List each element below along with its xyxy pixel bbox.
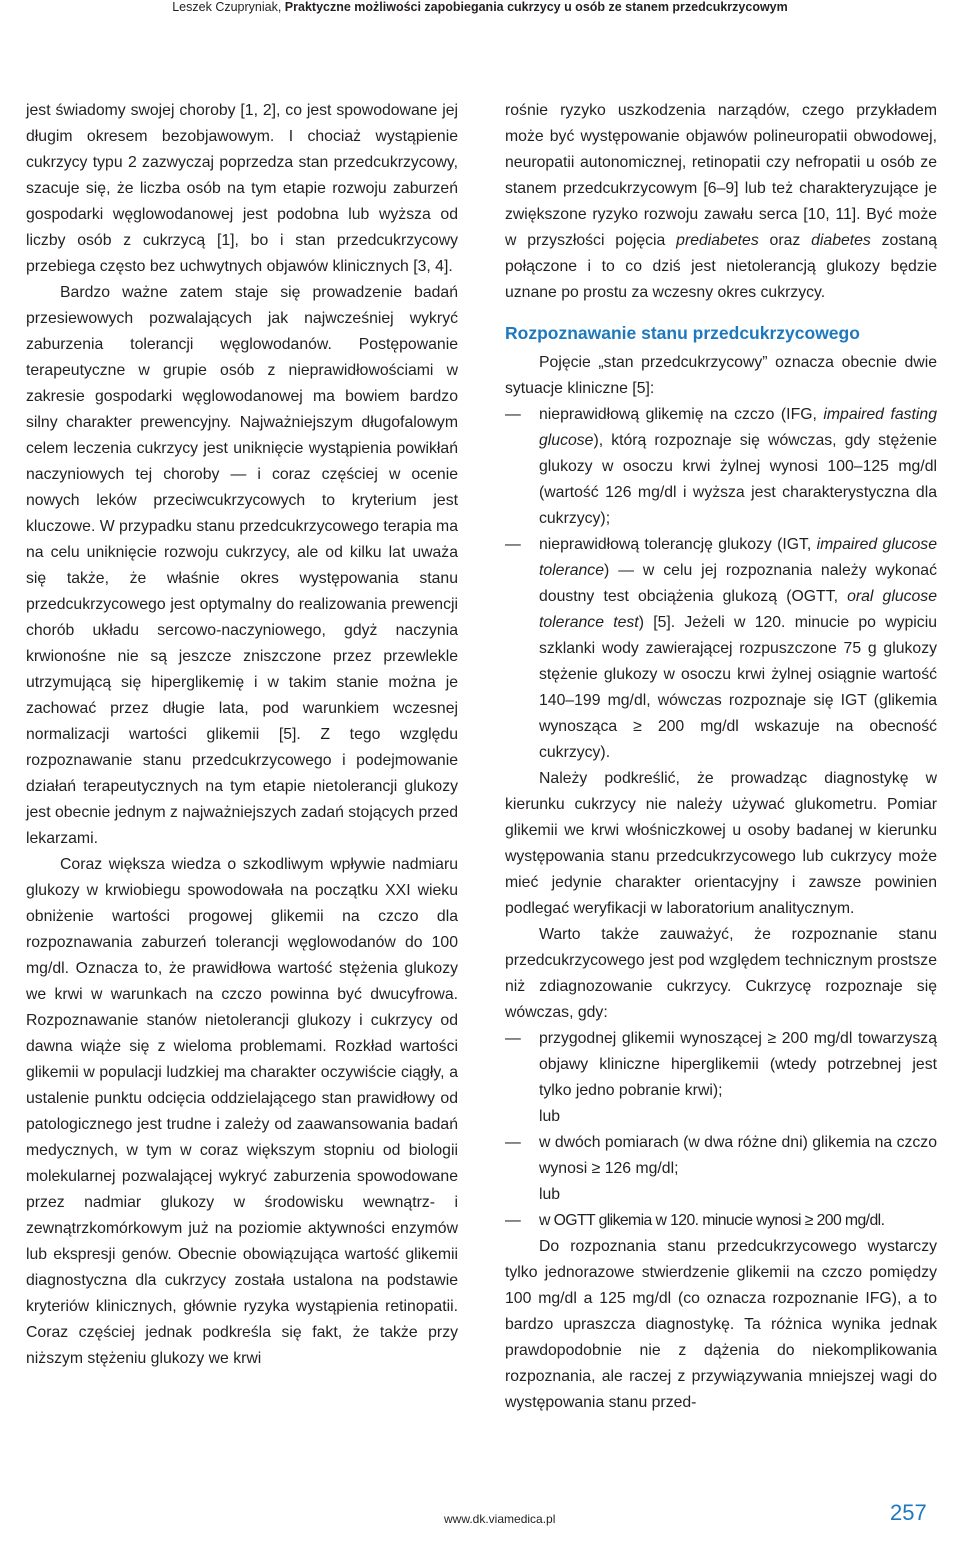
- prediabetes-criteria-list: [505, 402, 937, 766]
- header-title: Praktyczne możliwości zapobiegania cukrzycy u osób ze stanem przedcukrzycowym: [284, 0, 788, 14]
- dash-bullet: —: [505, 1212, 521, 1229]
- right-paragraph-1: [505, 98, 937, 306]
- right-paragraph-2: Pojęcie „stan przedcukrzycowy” oznacza obecnie dwie sytuacje kliniczne [5]:: [505, 354, 937, 397]
- text-run: ) [5]. Jeżeli w 120. minucie po wypiciu szklanki wody zawierającej rozpuszczone 75 g glukozy stężenie glukozy w osoczu krwi żylnej osiągnie wartość 140–199 mg/dl, wówczas rozpoznaje się IGT (glikemia wynosząca ≥ 200 mg/dl wskazuje na obecność cukrzycy).: [539, 614, 937, 761]
- text-run: w OGTT glikemia w 120. minucie wynosi ≥ 200 mg/dl.: [539, 1212, 885, 1229]
- right-column: [505, 98, 937, 1416]
- right-paragraph-4: Warto także zauważyć, że rozpoznanie stanu przedcukrzycowego jest pod względem technicznym prostsze niż zdiagnozowanie cukrzycy. Cukrzycę rozpoznaje się wówczas, gdy:: [505, 926, 937, 1021]
- text-run: w dwóch pomiarach (w dwa różne dni) glikemia na czczo wynosi ≥ 126 mg/dl;: [539, 1134, 937, 1177]
- term-diabetes: diabetes: [811, 232, 871, 249]
- list-item: [505, 1130, 937, 1182]
- section-heading: Rozpoznawanie stanu przedcukrzycowego: [505, 323, 860, 343]
- term-igt: impaired glucose tolerance: [539, 536, 937, 579]
- left-paragraph-3: Coraz większa wiedza o szkodliwym wpływie nadmiaru glukozy w krwiobiegu spowodowała na początku XXI wieku obniżenie wartości progowej glikemii na czczo dla rozpoznawania zaburzeń tolerancji węglowodanów do 100 mg/dl. Oznacza to, że prawidłowa wartość stężenia glukozy we krwi w warunkach na czczo powinna być dwucyfrowa. Rozpoznawanie stanów nietolerancji glukozy i cukrzycy od dawna wiąże się z wieloma problemami. Rozkład wartości glikemii w populacji ludzkiej ma charakter oczywiście ciągły, a ustalenie punktu odcięcia oddzielającego stan prawidłowy od patologicznego jest trudne i zależy od zaawansowania badań medycznych, w tym w coraz większym stopniu od biologii molekularnej pozwalającej wykryć zaburzenia spowodowane przez nadmiar glukozy w środowisku wewnątrz- i zewnątrzkomórkowym już na poziomie aktywności enzymów lub ekspresji genów. Obecnie obowiązująca wartość glikemii diagnostyczna dla cukrzycy została ustalona na podstawie kryteriów klinicznych, głównie ryzyka wystąpienia retinopatii. Coraz częściej jednak podkreśla się fakt, że także przy niższym stężeniu glukozy we krwi: [26, 856, 458, 1367]
- text-run: nieprawidłową glikemię na czczo (IFG,: [539, 406, 824, 423]
- text-run: zostaną połączone i to co dziś jest nietolerancją glukozy będzie uznane po prostu za wczesny okres cukrzycy.: [505, 232, 937, 301]
- running-header: [0, 0, 960, 20]
- footer-url[interactable]: www.dk.viamedica.pl: [444, 1512, 556, 1526]
- left-column: [26, 98, 458, 1372]
- term-ogtt: oral glucose tolerance test: [539, 588, 937, 631]
- text-run: oraz: [758, 232, 812, 249]
- text-run: nieprawidłową tolerancję glukozy (IGT,: [539, 536, 817, 553]
- dash-bullet: —: [505, 406, 521, 423]
- left-paragraph-2: Bardzo ważne zatem staje się prowadzenie badań przesiewowych pozwalających jak najwcześniej wykryć zaburzenia tolerancji węglowodanów. Postępowanie terapeutyczne w grupie osób z nieprawidłowościami w zakresie gospodarki węglowodanowej ma bowiem bardzo silny charakter prewencyjny. Najważniejszym długofalowym celem leczenia cukrzycy jest uniknięcie wystąpienia powikłań naczyniowych tej choroby — i coraz częściej w ocenie nowych leków przeciwcukrzycowych to kryterium jest kluczowe. W przypadku stanu przedcukrzycowego terapia ma na celu uniknięcie rozwoju cukrzycy, ale od kilku lat uważa się także, że właśnie okres występowania stanu przedcukrzycowego jest optymalny do realizowania prewencji chorób układu sercowo-naczyniowego, gdyż naczynia krwionośne nie są jeszcze zniszczone przez przewlekle utrzymującą się hiperglikemię i w takim stanie można je zachować przez długie lata, pod warunkiem wczesnej normalizacji wartości glikemii [5]. Z tego względu rozpoznawanie stanu przedcukrzycowego i podejmowanie działań terapeutycznych na tym etapie nietolerancji glukozy jest obecnie jednym z najważniejszych zadań stojących przed lekarzami.: [26, 284, 459, 847]
- lub-connector: lub: [539, 1186, 561, 1203]
- dash-bullet: —: [505, 1030, 521, 1047]
- term-ifg: impaired fasting glucose: [539, 406, 937, 449]
- text-run: rośnie ryzyko uszkodzenia narządów, czego przykładem może być występowanie objawów polineuropatii obwodowej, neuropatii autonomicznej, retinopatii czy nefropatii u osób ze stanem przedcukrzycowym [6–9] lub też charakteryzujące je zwiększone ryzyko rozwoju zawału serca [10, 11]. Być może w przyszłości pojęcia: [505, 102, 937, 249]
- text-run: ), którą rozpoznaje się wówczas, gdy stężenie glukozy w osoczu krwi żylnej wynosi 100–125 mg/dl (wartość 126 mg/dl i wyższa jest charakterystyczna dla cukrzycy);: [539, 432, 937, 527]
- text-run: ) — w celu jej rozpoznania należy wykonać doustny test obciążenia glukozą (OGTT,: [539, 562, 937, 605]
- right-paragraph-3: Należy podkreślić, że prowadząc diagnostykę w kierunku cukrzycy nie należy używać glukometru. Pomiar glikemii we krwi włośniczkowej u osoby badanej w kierunku występowania stanu przedcukrzycowego lub cukrzycy może mieć jedynie charakter orientacyjny i zawsze powinien podlegać weryfikacji w laboratorium analitycznym.: [505, 770, 937, 917]
- list-connector: [505, 1182, 937, 1208]
- diabetes-criteria-list: [505, 1026, 937, 1234]
- right-paragraph-5: Do rozpoznania stanu przedcukrzycowego wystarczy tylko jednorazowe stwierdzenie glikemii na czczo pomiędzy 100 mg/dl a 125 mg/dl (co oznacza rozpoznanie IFG), a to bardzo upraszcza diagnostykę. Ta różnica wynika jednak prawdopodobnie nie z dążenia do niekomplikowania rozpoznania, ale raczej z przywiązywania mniejszej wagi do występowania stanu przed-: [505, 1238, 937, 1411]
- list-connector: [505, 1104, 937, 1130]
- list-item: [505, 402, 937, 532]
- lub-connector: lub: [539, 1108, 561, 1125]
- dash-bullet: —: [505, 1134, 521, 1151]
- dash-bullet: —: [505, 536, 521, 553]
- list-item: [505, 1208, 937, 1234]
- list-item: [505, 532, 937, 766]
- list-item: [505, 1026, 937, 1104]
- left-paragraph-1: jest świadomy swojej choroby [1, 2], co jest spowodowane jej długim okresem bezobjawowym. I chociaż wystąpienie cukrzycy typu 2 zazwyczaj poprzedza stan przedcukrzycowy, szacuje się, że liczba osób na tym etapie rozwoju zaburzeń gospodarki węglowodanowej jest podobna lub wyższa od liczby osób z cukrzycą [1], bo i stan przedcukrzycowy przebiega często bez uchwytnych objawów klinicznych [3, 4].: [26, 102, 458, 275]
- text-run: przygodnej glikemii wynoszącej ≥ 200 mg/dl towarzyszą objawy kliniczne hiperglikemii (wtedy potrzebnej jest tylko jedno pobranie krwi);: [539, 1030, 937, 1099]
- header-author: Leszek Czupryniak,: [172, 0, 285, 14]
- term-prediabetes: prediabetes: [676, 232, 759, 249]
- page-number: 257: [890, 1500, 927, 1525]
